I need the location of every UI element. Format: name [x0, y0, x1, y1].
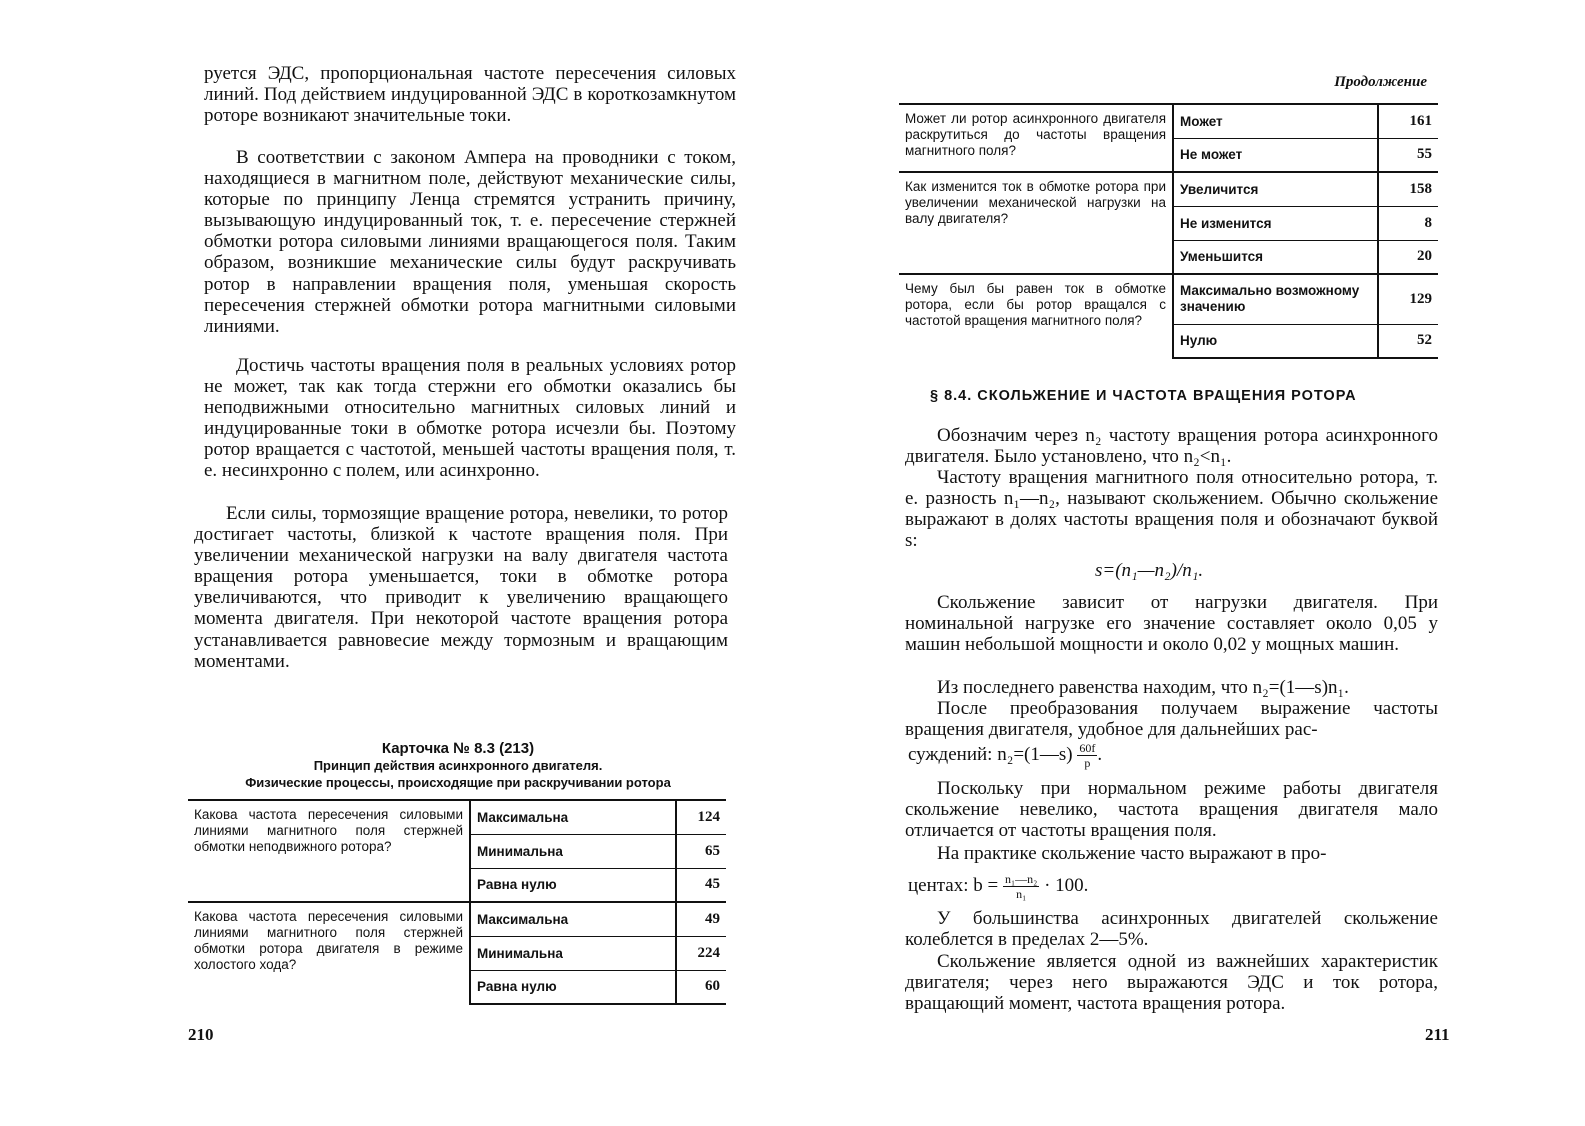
paragraph: В соответствии с законом Ампера на проводники с током, находящиеся в магнитном поле, действуют механические силы, которые по принципу Ленца стремятся устранить причину, вызывающую индуцированный ток, т. е. пересечение стержней обмотки ротора силовыми линиями вращающегося поля. Таким образом, возникшие механические силы будут раскручивать ротор в направлении вращения поля, уменьшая скорость пересечения стержней обмотки ротора магнитными силовыми линиями. — [204, 147, 736, 337]
answer-option: Может — [1173, 104, 1378, 138]
formula-text: центах: b = — [908, 874, 999, 896]
continuation-label: Продолжение — [1334, 74, 1427, 90]
question-cell: Какова частота пересечения силовыми линиями магнитного поля стержней обмотки ротора двигателя в режиме холостого хода? — [188, 902, 470, 1004]
fraction — [1003, 872, 1039, 901]
answer-option: Максимальна — [470, 800, 676, 834]
answer-code: 224 — [676, 936, 726, 970]
paragraph: У большинства асинхронных двигателей скольжение колеблется в пределах 2—5%. — [905, 908, 1438, 951]
question-cell: Может ли ротор асинхронного двигателя раскрутиться до частоты вращения магнитного поля? — [899, 104, 1173, 172]
answer-code: 45 — [676, 868, 726, 902]
card-title: Карточка № 8.3 (213) — [381, 740, 535, 757]
paragraph: Скольжение является одной из важнейших характеристик двигателя; через него выражаются ЭДС и ток ротора, вращающий момент, частота вращения ротора. — [905, 951, 1438, 1015]
paragraph: Скольжение зависит от нагрузки двигателя. При номинальной нагрузке его значение составляет около 0,05 у машин небольшой мощности и около 0,02 у мощных машин. — [905, 592, 1438, 656]
paragraph: Если силы, тормозящие вращение ротора, невелики, то ротор достигает частоты, близкой к частоте вращения поля. При увеличении механической нагрузки на валу двигателя частота вращения ротора уменьшается, токи в обмотке ротора увеличиваются, что приводит к увеличению вращающего момента двигателя. При некоторой частоте вращения ротора устанавливается равновесие между тормозным и вращающим моментами. — [194, 503, 728, 672]
answer-code: 129 — [1378, 274, 1438, 324]
answer-code: 65 — [676, 834, 726, 868]
question-cell: Как изменится ток в обмотке ротора при увеличении механической нагрузки на валу двигателя? — [899, 172, 1173, 274]
answer-option: Нулю — [1173, 324, 1378, 358]
answer-code: 161 — [1378, 104, 1438, 138]
percent-formula-line — [908, 872, 1088, 901]
slip-formula: s=(n₁—n₂)/n₁. — [1095, 560, 1204, 581]
paragraph: руется ЭДС, пропорциональная частоте пересечения силовых линий. Под действием индуцированной ЭДС в короткозамкнутом роторе возникают значительные токи. — [204, 63, 736, 127]
paragraph: Достичь частоты вращения поля в реальных условиях ротор не может, так как тогда стержни его обмотки оказались бы неподвижными относительно магнитных силовых линий и индуцированные токи в обмотке ротора исчезли бы. Поэтому ротор вращается с частотой, меньшей частоты вращения поля, т. е. несинхронно с полем, или асинхронно. — [204, 355, 736, 482]
speed-formula-line: суждений: n₂=(1—s) $\frac{60f}{p}$ . — [908, 741, 1103, 770]
answer-code: 124 — [676, 800, 726, 834]
paragraph: На практике скольжение часто выражают в про- — [937, 843, 1327, 864]
answer-option: Максимально возможному значению — [1173, 274, 1378, 324]
formula-text: · 100. — [1044, 874, 1089, 896]
question-cell: Какова частота пересечения силовыми линиями магнитного поля стержней обмотки неподвижного ротора? — [188, 800, 470, 902]
answer-code: 60 — [676, 970, 726, 1004]
card-table-continued — [899, 103, 1438, 359]
paragraph: После преобразования получаем выражение частоты вращения двигателя, удобное для дальнейших рас- — [905, 698, 1438, 741]
card-subtitle: Принцип действия асинхронного двигателя. — [313, 758, 603, 773]
answer-option: Равна нулю — [470, 868, 676, 902]
section-title: § 8.4. СКОЛЬЖЕНИЕ И ЧАСТОТА ВРАЩЕНИЯ РОТОРА — [930, 388, 1357, 404]
card-subtitle: Физические процессы, происходящие при раскручивании ротора — [245, 775, 671, 790]
answer-code: 8 — [1378, 206, 1438, 240]
answer-code: 20 — [1378, 240, 1438, 274]
question-cell: Чему был бы равен ток в обмотке ротора, если бы ротор вращался с частотой вращения магнитного поля? — [899, 274, 1173, 358]
answer-code: 49 — [676, 902, 726, 936]
formula-text: суждений: n₂=(1—s) — [908, 743, 1073, 765]
fraction-numerator: 60f — [1079, 741, 1096, 755]
answer-code: 52 — [1378, 324, 1438, 358]
answer-option: Увеличится — [1173, 172, 1378, 206]
answer-code: 158 — [1378, 172, 1438, 206]
page-number: 211 — [1425, 1025, 1450, 1044]
card-table — [188, 799, 726, 1005]
fraction-denominator: p — [1084, 756, 1091, 770]
answer-option: Не может — [1173, 138, 1378, 172]
answer-option: Равна нулю — [470, 970, 676, 1004]
paragraph: Частоту вращения магнитного поля относительно ротора, т. е. разность n₁—n₂, называют скольжением. Обычно скольжение выражают в долях частоты вращения поля и обозначают буквой s: — [905, 467, 1438, 552]
answer-option: Минимальна — [470, 834, 676, 868]
answer-option: Не изменится — [1173, 206, 1378, 240]
fraction-numerator: n₁—n₂ — [1004, 872, 1038, 886]
paragraph: Из последнего равенства находим, что n₂=(1—s)n₁. — [937, 677, 1349, 698]
page-number: 210 — [188, 1025, 214, 1044]
fraction — [1077, 741, 1097, 770]
paragraph: Поскольку при нормальном режиме работы двигателя скольжение невелико, частота вращения двигателя мало отличается от частоты вращения поля. — [905, 778, 1438, 842]
answer-code: 55 — [1378, 138, 1438, 172]
fraction-denominator: n₁ — [1016, 887, 1027, 901]
paragraph: Обозначим через n₂ частоту вращения ротора асинхронного двигателя. Было установлено, что n₂<n₁. — [905, 425, 1438, 468]
answer-option: Уменьшится — [1173, 240, 1378, 274]
answer-option: Максимальна — [470, 902, 676, 936]
left-page — [0, 0, 790, 1126]
answer-option: Минимальна — [470, 936, 676, 970]
